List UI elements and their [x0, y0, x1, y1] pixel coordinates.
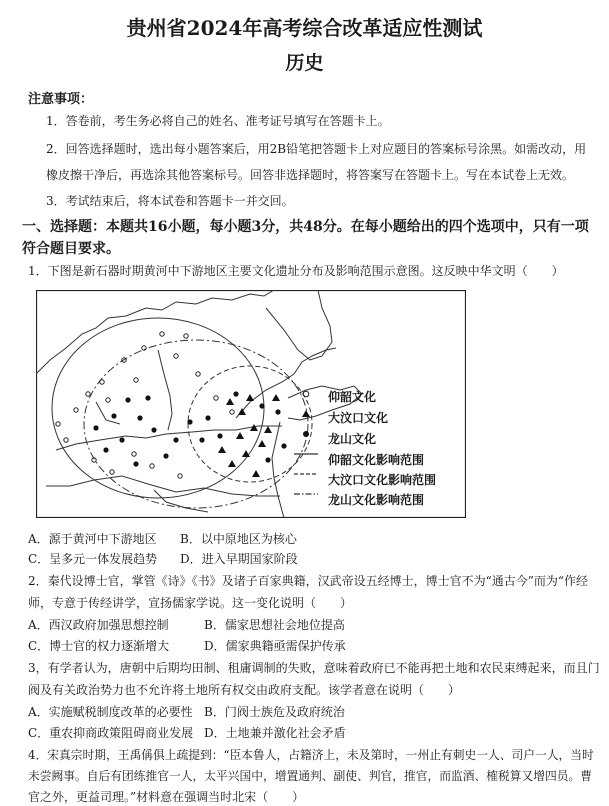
notice-item-2-cont: 橡皮擦干净后，再选涂其他答案标号。回答非选择题时，将答案写在答题卡上。写在本试卷上无效。 [46, 168, 575, 182]
q2-stem: 2．秦代设博士官，掌管《诗》《书》及诸子百家典籍，汉武帝设五经博士，博士官不为“通古今”而为“作经 [28, 574, 589, 588]
section-heading: 一、选择题：本题共16小题，每小题3分，共48分。在每小题给出的四个选项中，只有一项 [22, 219, 589, 235]
q1-option-a: A．源于黄河中下游地区 [28, 532, 157, 546]
notice-item-3: 3．考试结束后，将本试卷和答题卡一并交回。 [46, 194, 294, 208]
legend-longshan: 龙山文化 [328, 432, 377, 446]
q2-option-b: B．儒家思想社会地位提高 [204, 618, 345, 632]
map-legend-symbols [294, 386, 324, 510]
section-heading-cont: 符合题目要求。 [22, 241, 120, 257]
q1-option-c: C．呈多元一体发展趋势 [28, 552, 158, 566]
notice-item-2: 2．回答选择题时，选出每小题答案后，用2B铅笔把答题卡上对应题目的答案标号涂黑。如需改动，用 [46, 142, 587, 156]
exam-subject: 历史 [285, 52, 324, 74]
q3-option-b: B．门阀士族危及政府统治 [204, 705, 345, 719]
q4-stem-cont: 未尝阙事。自后有团练推官一人，太平兴国中，增置通判、副使、判官，推官，而监酒、榷税算又增四员。曹 [28, 769, 592, 783]
notice-heading: 注意事项： [28, 92, 94, 107]
q1-option-d: D．进入早期国家阶段 [180, 552, 298, 566]
q1-stem: 1．下图是新石器时期黄河中下游地区主要文化遗址分布及影响范围示意图。这反映中华文明（ ） [28, 264, 564, 278]
q2-option-c: C．博士官的权力逐渐增大 [28, 639, 170, 653]
q2-stem-cont: 师，专意于传经讲学，宣扬儒家学说。这一变化说明（ ） [28, 596, 353, 610]
legend-yangshao-symbol [303, 391, 309, 397]
q3-option-a: A．实施赋税制度改革的必要性 [28, 705, 193, 719]
q2-option-a: A．西汉政府加强思想控制 [28, 618, 169, 632]
legend-longshan-symbol [303, 431, 309, 437]
legend-longshan-range: 龙山文化影响范围 [328, 493, 425, 507]
q1-option-b: B．以中原地区为核心 [180, 532, 297, 546]
legend-yangshao-range: 仰韶文化影响范围 [328, 453, 425, 467]
legend-dawenkou: 大汶口文化 [328, 411, 389, 425]
q4-stem-cont-2: 官之外，更益司理。”材料意在强调当时北宋（ ） [28, 790, 305, 804]
legend-dawenkou-range: 大汶口文化影响范围 [328, 473, 437, 487]
q2-option-d: D．儒家典籍亟需保护传承 [204, 639, 346, 653]
q3-stem-cont: 阀及有关政治势力也不允许将土地所有权交由政府支配。该学者意在说明（ ） [28, 683, 461, 697]
q3-option-d: D．土地兼并激化社会矛盾 [204, 726, 346, 740]
legend-dawenkou-symbol [302, 410, 310, 417]
notice-item-1: 1．答卷前，考生务必将自己的姓名、准考证号填写在答题卡上。 [46, 114, 390, 128]
exam-title: 贵州省2024年高考综合改革适应性测试 [126, 16, 483, 40]
q4-stem: 4．宋真宗时期，王禹偁俱上疏提到：“臣本鲁人，占籍济上，未及第时，一州止有刺史一人、司户一人，当时 [28, 748, 594, 762]
q3-option-c: C．重农抑商政策阻碍商业发展 [28, 726, 194, 740]
q3-stem: 3，有学者认为，唐朝中后期均田制、租庸调制的失败，意味着政府已不能再把土地和农民束缚起来，而且门 [28, 661, 600, 675]
legend-yangshao: 仰韶文化 [328, 390, 377, 404]
